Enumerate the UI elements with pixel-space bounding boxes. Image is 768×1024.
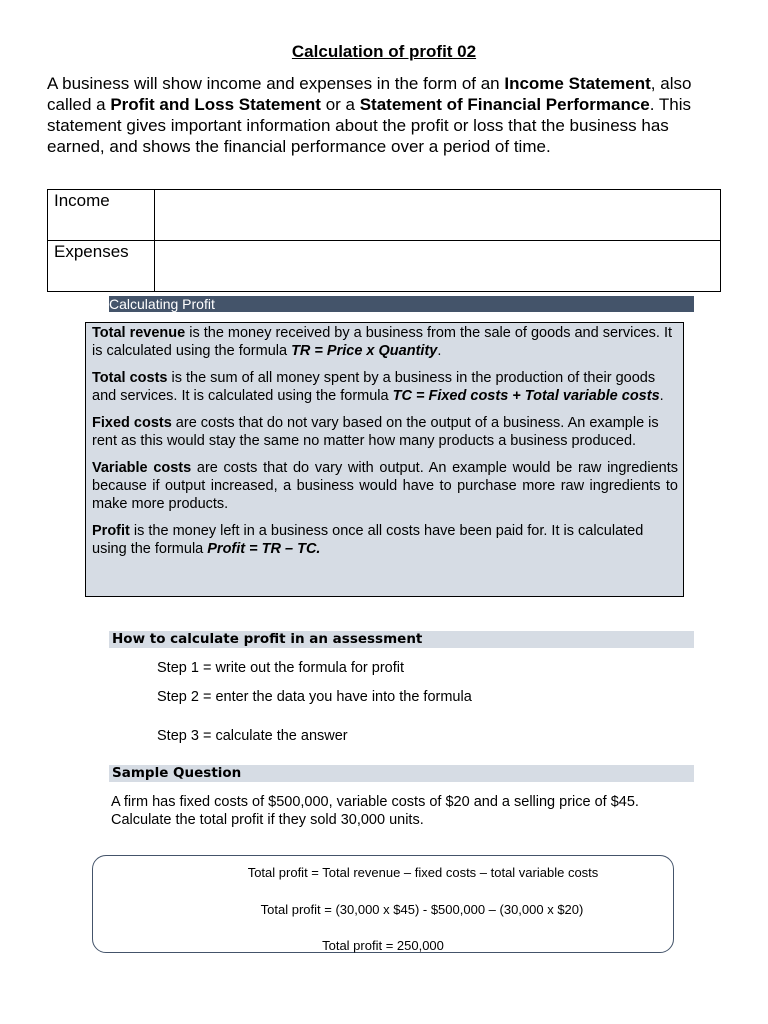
total-revenue-term: Total revenue <box>92 325 186 341</box>
intro-text-3: or a <box>320 95 360 114</box>
page-title: Calculation of profit 02 <box>291 42 477 61</box>
table-row <box>48 241 721 292</box>
profit-formula: Profit = TR – TC. <box>207 541 321 557</box>
total-revenue-formula: TR = Price x Quantity <box>291 343 438 359</box>
intro-text-1: A business will show income and expenses in the form of an <box>47 74 505 93</box>
fixed-costs-text: are costs that do not vary based on the output of a business. An example is rent as this would stay the same no matter how many products a business produced. <box>92 415 659 449</box>
variable-costs-definition <box>92 459 678 513</box>
calculating-profit-header-label: Calculating Profit <box>109 296 215 312</box>
step-3: Step 3 = calculate the answer <box>157 728 348 744</box>
income-statement-term: Income Statement <box>504 74 651 93</box>
total-revenue-end: . <box>437 343 442 359</box>
profit-text: is the money left in a business once all costs have been paid for. It is calculated using the formula <box>92 523 644 557</box>
fixed-costs-definition <box>92 414 678 450</box>
total-revenue-definition <box>92 324 678 360</box>
income-label: Income <box>48 190 155 241</box>
profit-definition <box>92 522 678 558</box>
answer-box <box>92 855 674 953</box>
total-costs-formula: TC = Fixed costs + Total variable costs <box>392 388 660 404</box>
profit-term: Profit <box>92 523 130 539</box>
financial-performance-term: Statement of Financial Performance <box>359 95 650 114</box>
profit-loss-term: Profit and Loss Statement <box>110 95 321 114</box>
table-row <box>48 190 721 241</box>
step-2: Step 2 = enter the data you have into the formula <box>157 689 472 705</box>
total-costs-end: . <box>659 388 664 404</box>
definitions-box <box>85 322 684 597</box>
intro-text-2: , also called a <box>47 74 692 114</box>
answer-line-3: Total profit = 250,000 <box>322 938 444 953</box>
variable-costs-term: Variable costs <box>92 460 192 476</box>
intro-paragraph <box>47 73 727 157</box>
expenses-label: Expenses <box>48 241 155 292</box>
sample-question-text: A firm has fixed costs of $500,000, variable costs of $20 and a selling price of $45. Calculate the total profit if they sold 30,000 units. <box>111 794 639 828</box>
sample-question-header: Sample Question <box>109 765 694 782</box>
variable-costs-text: are costs that do vary with output. An example would be raw ingredients because if output increased, a business would have to purchase more raw ingredients to make more products. <box>92 460 678 512</box>
income-expenses-table <box>47 189 721 292</box>
total-costs-term: Total costs <box>92 370 168 386</box>
step-1: Step 1 = write out the formula for profit <box>157 660 405 676</box>
answer-line-1: Total profit = Total revenue – fixed costs – total variable costs <box>247 865 599 880</box>
answer-line-2: Total profit = (30,000 x $45) - $500,000 – (30,000 x $20) <box>260 902 584 917</box>
intro-text-4: . This statement gives important information about the profit or loss that the business has earned, and shows the financial performance over a period of time. <box>47 95 692 156</box>
total-costs-text: is the sum of all money spent by a business in the production of their goods and services. It is calculated using the formula <box>92 370 656 404</box>
fixed-costs-term: Fixed costs <box>92 415 172 431</box>
assessment-header: How to calculate profit in an assessment <box>109 631 694 648</box>
total-costs-definition <box>92 369 678 405</box>
expenses-answer-cell[interactable] <box>155 241 721 292</box>
calculating-profit-header <box>109 296 694 312</box>
income-answer-cell[interactable] <box>155 190 721 241</box>
total-revenue-text: is the money received by a business from the sale of goods and services. It is calculated using the formula <box>92 325 673 359</box>
